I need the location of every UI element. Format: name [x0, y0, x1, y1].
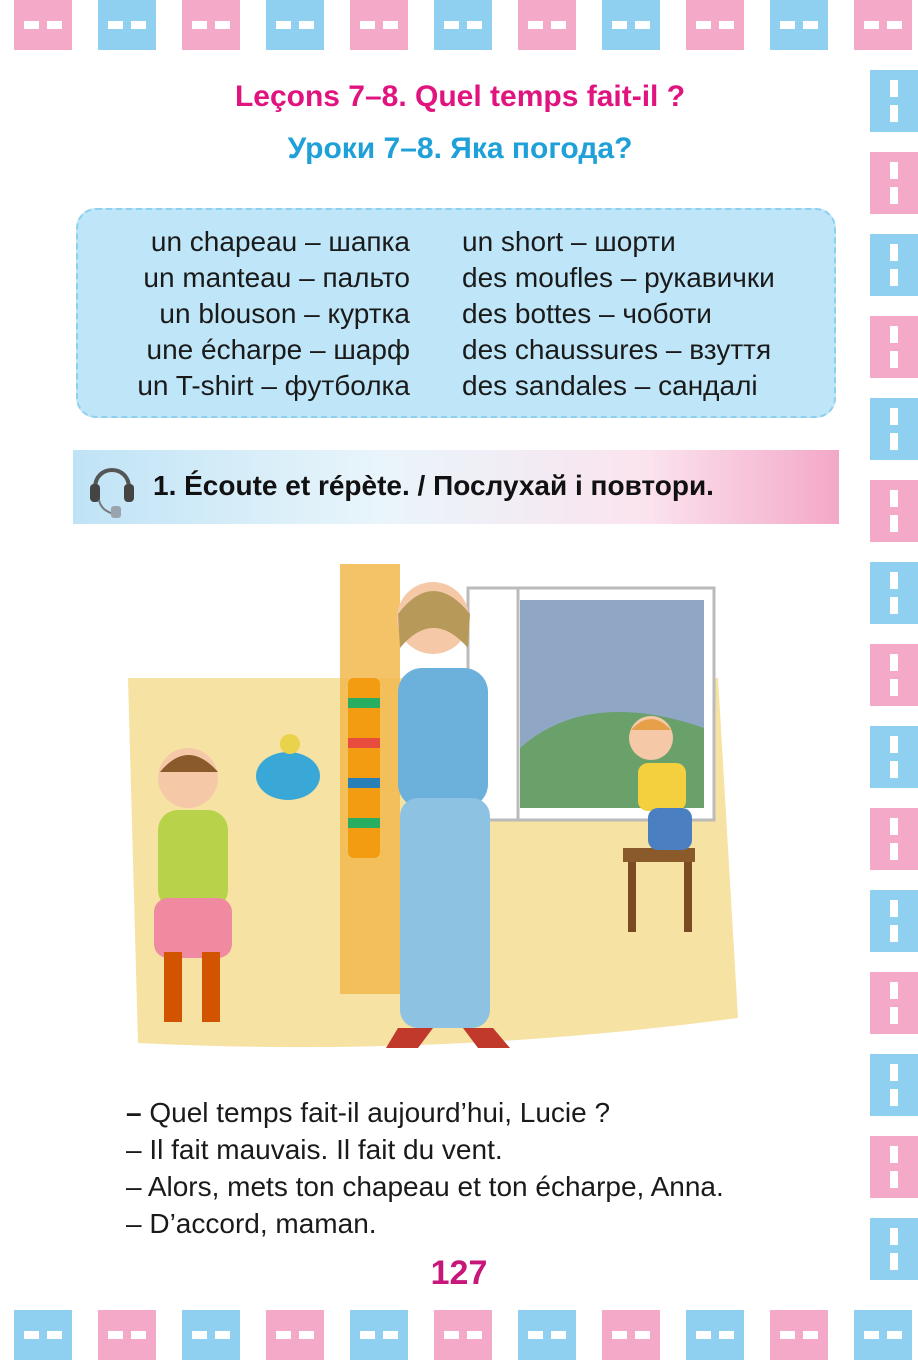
border-tile-dash — [108, 1331, 123, 1339]
border-tile — [434, 1310, 492, 1360]
border-tile-dash — [890, 761, 898, 778]
dialog-dash: – — [126, 1208, 142, 1239]
border-tile-dash — [131, 1331, 146, 1339]
border-tile-dash — [890, 1064, 898, 1081]
border-tile-dash — [780, 1331, 795, 1339]
border-tile — [434, 0, 492, 50]
dialog-line-text: Alors, mets ton chapeau et ton écharpe, Anna. — [141, 1171, 724, 1202]
vocabulary-item: un manteau – пальто — [143, 262, 410, 293]
border-tile — [518, 1310, 576, 1360]
border-tile-dash — [890, 818, 898, 835]
border-tile-dash — [890, 515, 898, 532]
border-tile-dash — [803, 1331, 818, 1339]
family-scene-illustration — [118, 548, 758, 1068]
border-tile — [350, 0, 408, 50]
border-tile — [870, 480, 918, 542]
border-tile-dash — [887, 21, 902, 29]
border-tile — [870, 234, 918, 296]
border-tile — [350, 1310, 408, 1360]
border-tile-dash — [803, 21, 818, 29]
border-tile — [182, 1310, 240, 1360]
border-tile-dash — [890, 1146, 898, 1163]
task-banner — [73, 450, 839, 524]
dialog-line-text: Il fait mauvais. Il fait du vent. — [141, 1134, 503, 1165]
border-tile-dash — [696, 1331, 711, 1339]
border-tile-dash — [864, 1331, 879, 1339]
vocabulary-item: des chaussures – взуття — [462, 334, 772, 365]
border-tile-dash — [467, 1331, 482, 1339]
border-tile-dash — [890, 187, 898, 204]
vocabulary-item: un chapeau – шапка — [150, 226, 410, 257]
border-tile — [870, 562, 918, 624]
border-tile — [266, 1310, 324, 1360]
border-tile-dash — [890, 572, 898, 589]
border-tile-dash — [890, 490, 898, 507]
border-tile — [14, 0, 72, 50]
border-tile-dash — [215, 1331, 230, 1339]
border-tile — [870, 398, 918, 460]
border-tile — [870, 152, 918, 214]
border-tile — [182, 0, 240, 50]
dialog-line — [126, 1131, 724, 1168]
border-tile-dash — [890, 679, 898, 696]
border-tile-dash — [890, 326, 898, 343]
border-tile-dash — [299, 21, 314, 29]
border-tile — [686, 0, 744, 50]
border-tile-dash — [890, 408, 898, 425]
border-tile-dash — [383, 21, 398, 29]
dialog-line — [126, 1094, 724, 1131]
border-tile-dash — [890, 597, 898, 614]
vocabulary-item: des bottes – чоботи — [462, 298, 712, 329]
border-tile — [870, 70, 918, 132]
dialog-line — [126, 1168, 724, 1205]
border-tile — [770, 0, 828, 50]
border-tile-dash — [890, 269, 898, 286]
border-tile-dash — [890, 925, 898, 942]
page-number: 127 — [430, 1254, 488, 1292]
border-tile-dash — [108, 21, 123, 29]
border-tile-dash — [47, 21, 62, 29]
border-tile — [770, 1310, 828, 1360]
border-tile-dash — [890, 433, 898, 450]
border-tile-dash — [528, 21, 543, 29]
dialog-dash: – — [126, 1134, 142, 1165]
vocabulary-column-right — [462, 224, 832, 404]
border-tile-dash — [299, 1331, 314, 1339]
headphones-icon[interactable] — [87, 454, 137, 520]
border-tile-dash — [890, 105, 898, 122]
border-tile-dash — [780, 21, 795, 29]
border-tile-dash — [444, 21, 459, 29]
vocabulary-item: des sandales – сандалі — [462, 370, 758, 401]
dialog-line — [126, 1205, 724, 1242]
border-tile — [870, 726, 918, 788]
lesson-title-french: Leçons 7–8. Quel temps fait-il ? — [234, 80, 686, 113]
border-tile-dash — [890, 900, 898, 917]
border-tile-dash — [890, 244, 898, 261]
border-tile-dash — [890, 982, 898, 999]
border-tile-dash — [719, 21, 734, 29]
border-tile — [870, 316, 918, 378]
border-tile-dash — [890, 162, 898, 179]
border-tile — [870, 644, 918, 706]
border-tile-dash — [890, 1171, 898, 1188]
border-tile-dash — [192, 1331, 207, 1339]
border-tile-dash — [635, 21, 650, 29]
border-tile-dash — [890, 1228, 898, 1245]
border-tile-dash — [192, 21, 207, 29]
border-tile — [870, 1136, 918, 1198]
border-tile-dash — [383, 1331, 398, 1339]
vocabulary-item: un short – шорти — [462, 226, 676, 257]
border-tile — [98, 0, 156, 50]
vocabulary-item: des moufles – рукавички — [462, 262, 775, 293]
border-tile-dash — [24, 21, 39, 29]
border-tile — [266, 0, 324, 50]
border-tile-dash — [864, 21, 879, 29]
border-tile-dash — [467, 21, 482, 29]
border-tile-dash — [890, 843, 898, 860]
border-tile-dash — [890, 736, 898, 753]
vocabulary-item: un blouson – куртка — [159, 298, 410, 329]
vocabulary-item: un T-shirt – футболка — [137, 370, 410, 401]
border-tile-dash — [890, 1089, 898, 1106]
border-tile-dash — [276, 1331, 291, 1339]
vocabulary-box — [76, 208, 836, 418]
border-tile-dash — [635, 1331, 650, 1339]
dialog-text — [126, 1094, 724, 1242]
border-tile-dash — [360, 1331, 375, 1339]
border-tile — [14, 1310, 72, 1360]
vocabulary-item: une écharpe – шарф — [146, 334, 410, 365]
task-instruction: 1. Écoute et répète. / Послухай і повтори. — [153, 470, 714, 501]
border-tile — [870, 972, 918, 1034]
border-tile — [602, 1310, 660, 1360]
border-tile-dash — [887, 1331, 902, 1339]
border-tile — [870, 808, 918, 870]
border-tile-dash — [215, 21, 230, 29]
border-tile — [686, 1310, 744, 1360]
border-tile-dash — [890, 654, 898, 671]
border-tile-dash — [890, 80, 898, 97]
border-tile — [870, 890, 918, 952]
border-tile — [518, 0, 576, 50]
border-tile-dash — [47, 1331, 62, 1339]
dialog-line-text: Quel temps fait-il aujourd’hui, Lucie ? — [141, 1097, 611, 1128]
border-tile — [870, 1054, 918, 1116]
border-tile-dash — [719, 1331, 734, 1339]
vocabulary-column-left — [78, 224, 410, 404]
dialog-dash: – — [126, 1097, 142, 1128]
border-tile — [854, 0, 912, 50]
border-tile-dash — [444, 1331, 459, 1339]
border-tile-dash — [551, 1331, 566, 1339]
border-tile-dash — [276, 21, 291, 29]
border-tile-dash — [890, 1007, 898, 1024]
border-tile — [854, 1310, 912, 1360]
lesson-title-ukrainian: Уроки 7–8. Яка погода? — [287, 132, 633, 165]
border-tile-dash — [131, 21, 146, 29]
border-tile — [98, 1310, 156, 1360]
border-tile-dash — [528, 1331, 543, 1339]
border-tile-dash — [612, 1331, 627, 1339]
dialog-dash: – — [126, 1171, 142, 1202]
border-tile-dash — [696, 21, 711, 29]
border-tile-dash — [890, 351, 898, 368]
border-tile-dash — [24, 1331, 39, 1339]
border-tile-dash — [360, 21, 375, 29]
dialog-line-text: D’accord, maman. — [141, 1208, 377, 1239]
border-tile-dash — [551, 21, 566, 29]
border-tile-dash — [612, 21, 627, 29]
border-tile — [602, 0, 660, 50]
